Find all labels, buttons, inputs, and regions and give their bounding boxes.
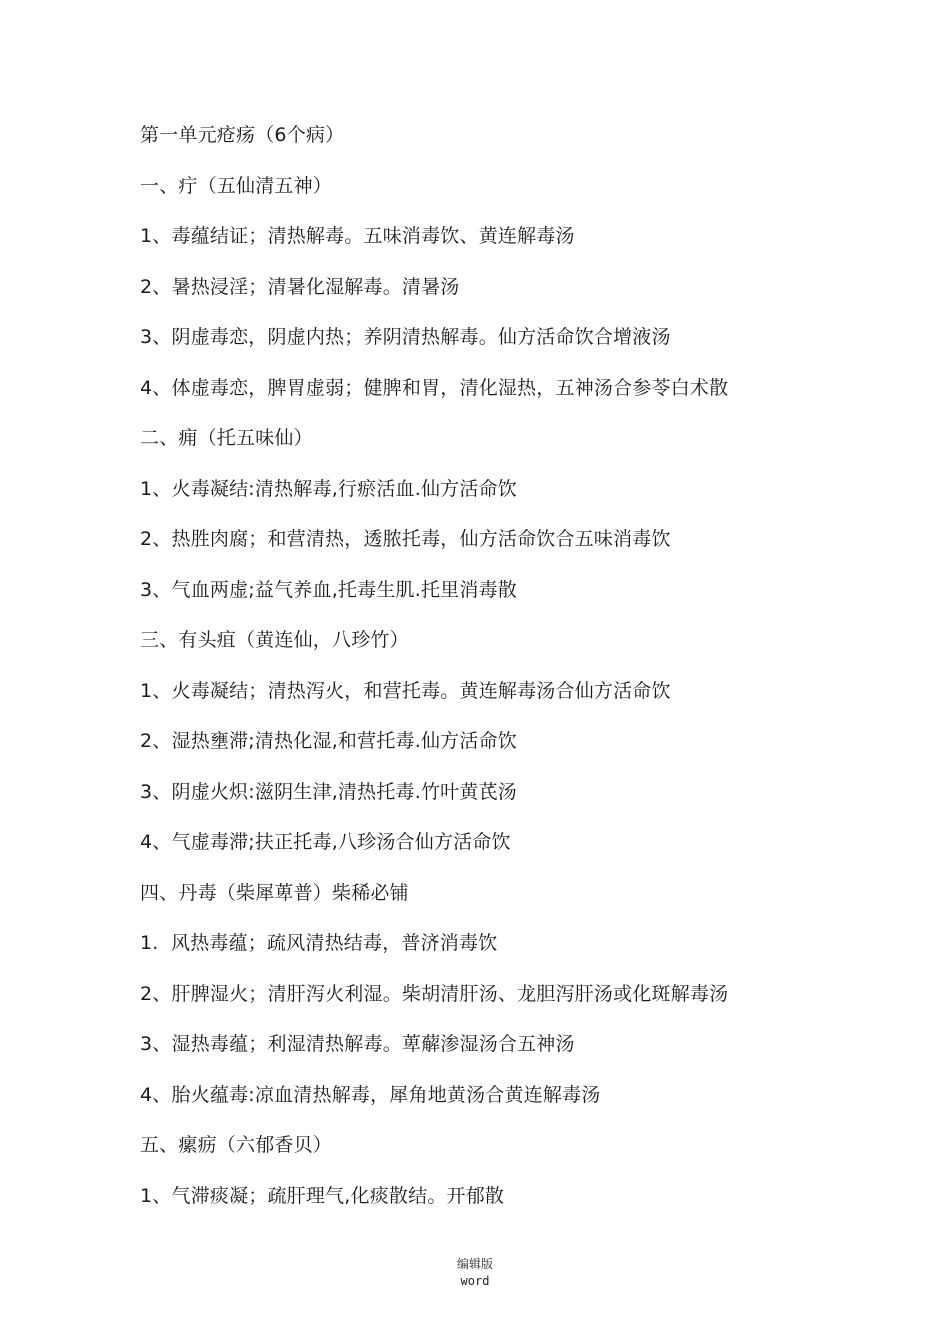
list-item: 2、热胜肉腐；和营清热，透脓托毒，仙方活命饮合五味消毒饮 (140, 528, 671, 550)
list-item: 1、火毒凝结:清热解毒,行瘀活血.仙方活命饮 (140, 477, 517, 500)
document-body (140, 117, 860, 1228)
list-item: 1、火毒凝结；清热泻火，和营托毒。黄连解毒汤合仙方活命饮 (140, 679, 671, 702)
list-item: 4、气虚毒滞;扶正托毒,八珍汤合仙方活命饮 (140, 831, 511, 853)
list-item: 3、阴虚火炽:滋阴生津,清热托毒.竹叶黄芪汤 (140, 780, 517, 803)
section-heading-yong: 二、痈（托五味仙） (140, 427, 313, 449)
footer-label-word: word (460, 1274, 490, 1288)
section-heading-youtouju: 三、有头疽（黄连仙，八珍竹） (140, 629, 409, 651)
section-heading-dandu: 四、丹毒（柴犀萆普）柴稀必铺 (140, 881, 409, 904)
list-item: 3、湿热毒蕴；利湿清热解毒。萆薢渗湿汤合五神汤 (140, 1033, 575, 1055)
list-item: 1、气滞痰凝；疏肝理气,化痰散结。开郁散 (140, 1184, 505, 1207)
list-item: 4、体虚毒恋，脾胃虚弱；健脾和胃，清化湿热，五神汤合参苓白术散 (140, 376, 729, 399)
list-item: 2、暑热浸淫；清暑化湿解毒。清暑汤 (140, 275, 460, 298)
list-item: 4、胎火蕴毒:凉血清热解毒，犀角地黄汤合黄连解毒汤 (140, 1083, 601, 1106)
list-item: 2、湿热壅滞;清热化湿,和营托毒.仙方活命饮 (140, 730, 517, 752)
footer-label: 编辑版 (456, 1257, 493, 1271)
section-heading-luoli: 五、瘰疬（六郁香贝） (140, 1134, 333, 1156)
list-item: 3、阴虚毒恋，阴虚内热；养阴清热解毒。仙方活命饮合增液汤 (140, 326, 671, 348)
list-item: 1、毒蕴结证；清热解毒。五味消毒饮、黄连解毒汤 (140, 225, 575, 247)
section-heading-ding: 一、疔（五仙清五神） (140, 174, 333, 197)
list-item: 3、气血两虚;益气养血,托毒生肌.托里消毒散 (140, 578, 517, 601)
list-item: 1. 风热毒蕴；疏风清热结毒，普济消毒饮 (140, 932, 498, 954)
unit-title: 第一单元疮疡（6个病） (140, 124, 345, 146)
list-item: 2、肝脾湿火；清肝泻火利湿。柴胡清肝汤、龙胆泻肝汤或化斑解毒汤 (140, 982, 729, 1005)
